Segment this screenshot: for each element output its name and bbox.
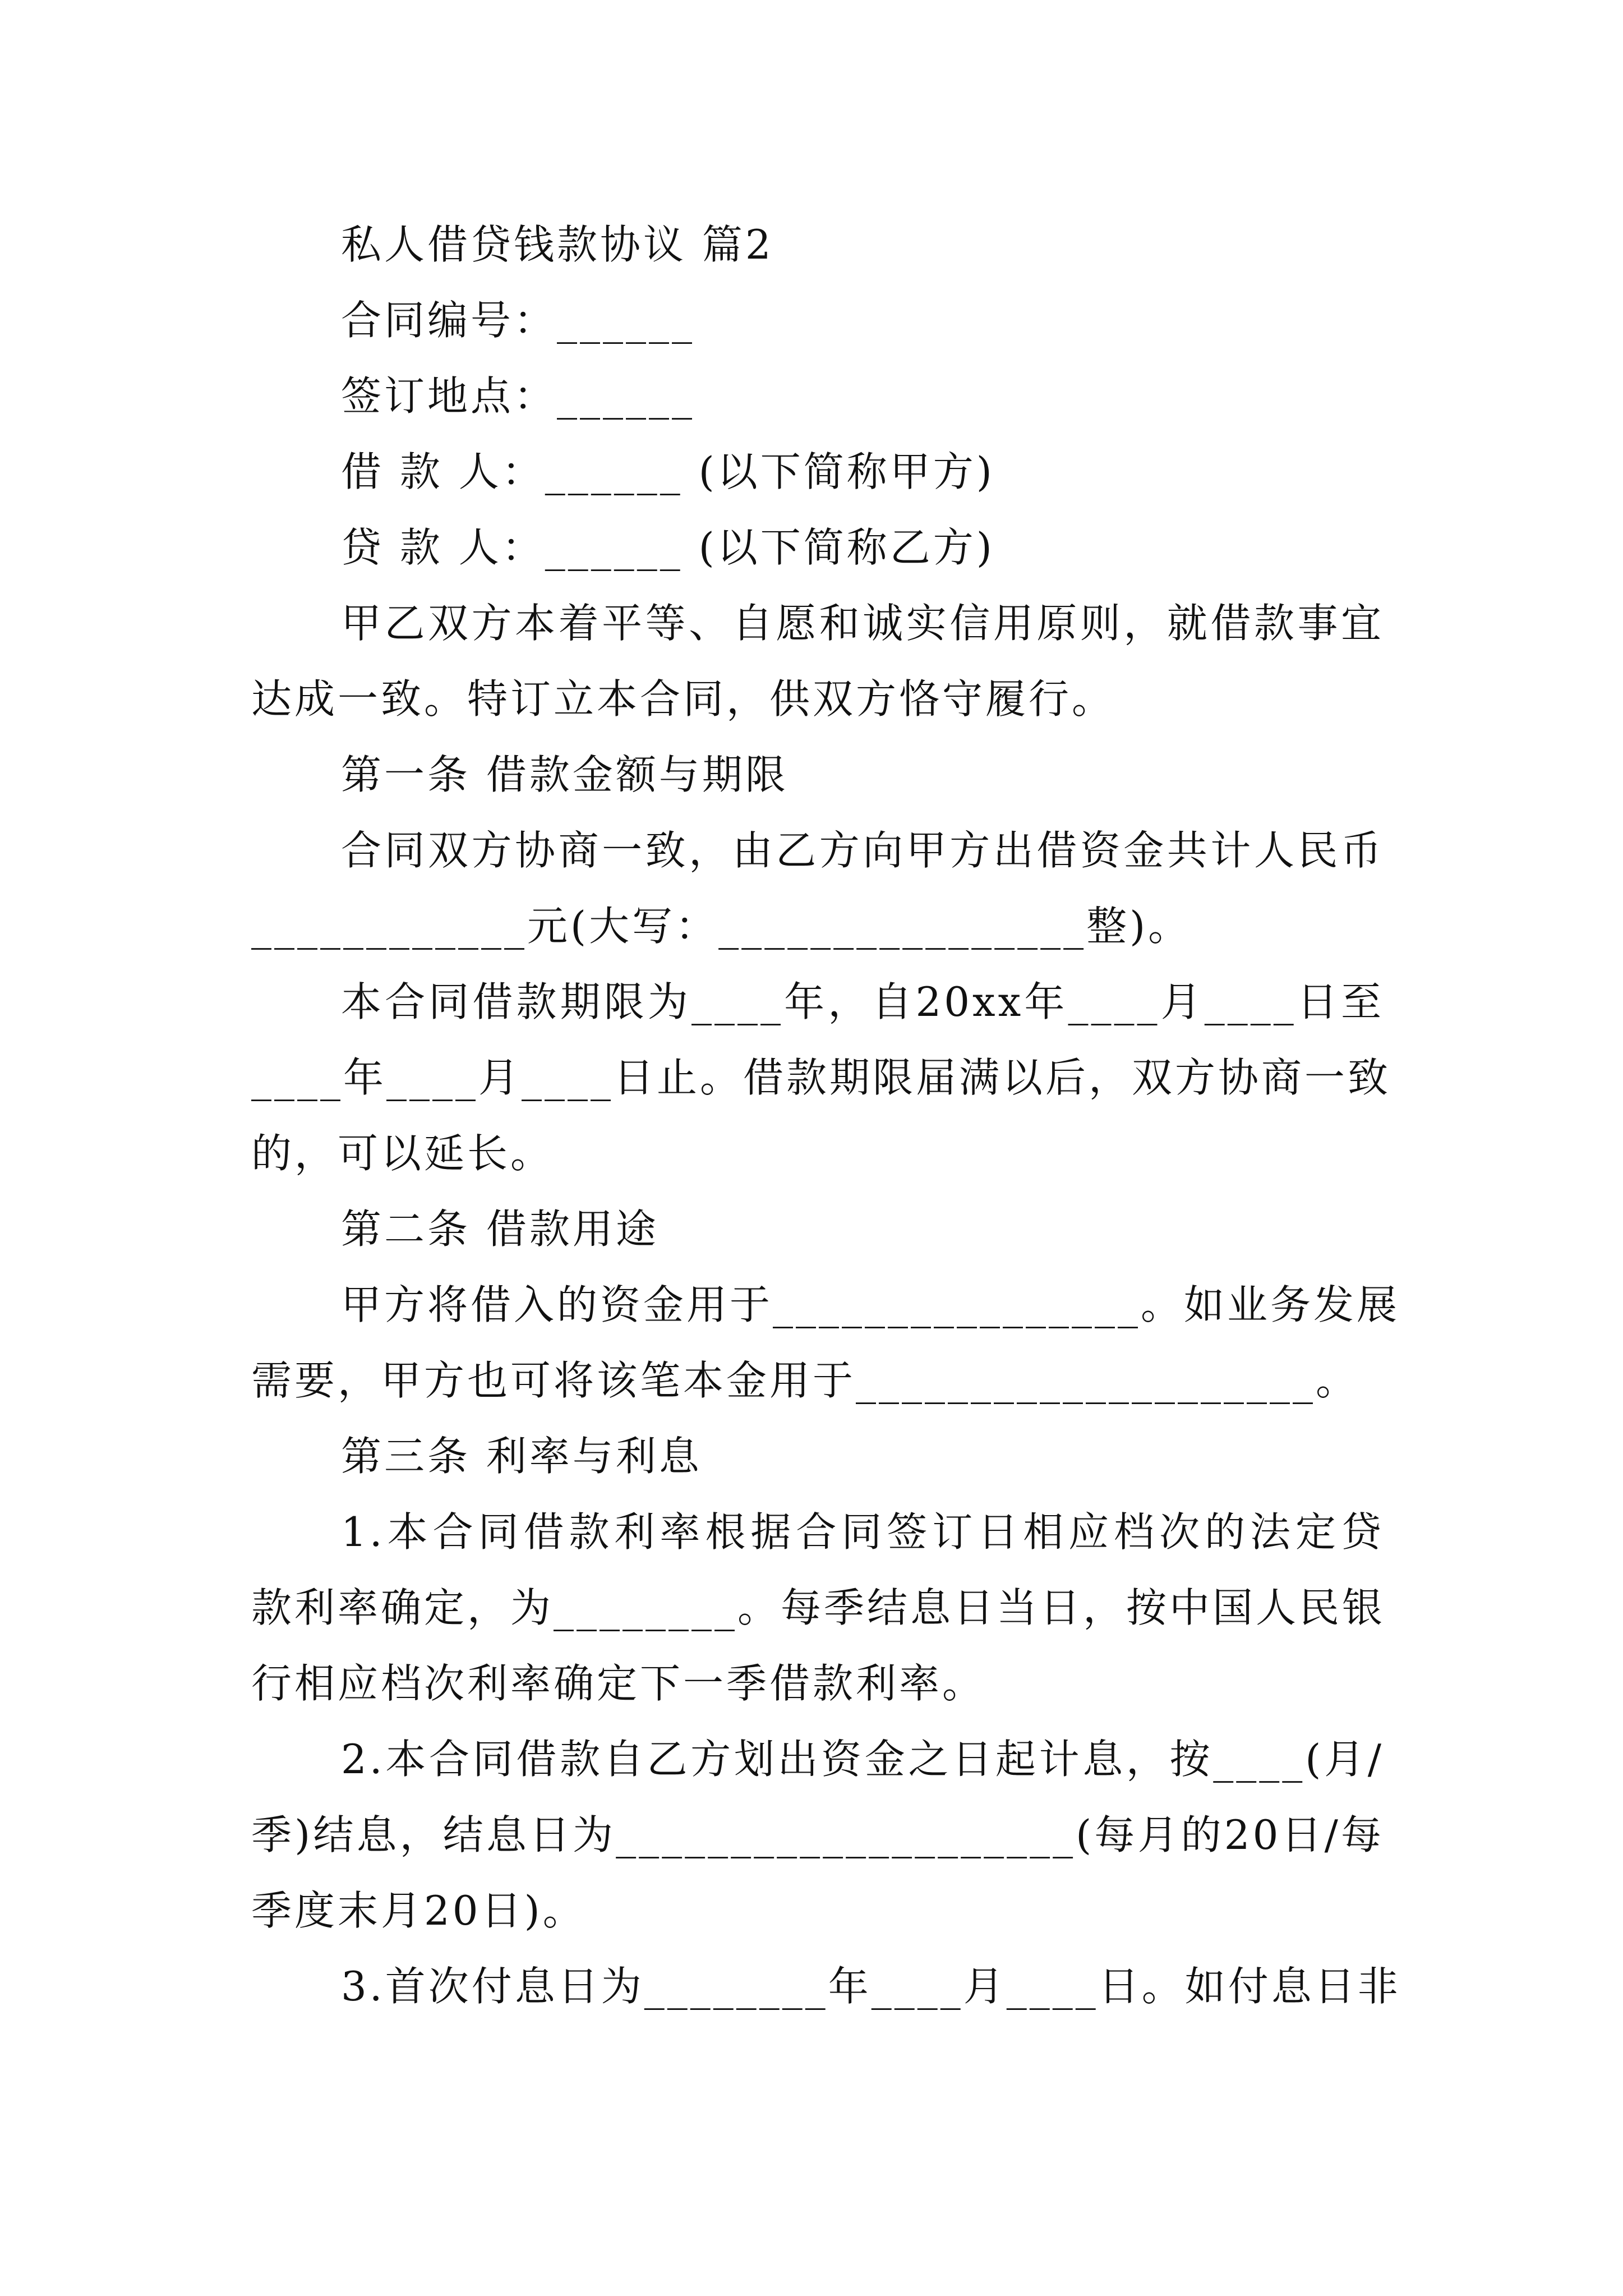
paragraph-line: 2.本合同借款自乙方划出资金之日起计息，按____(月/	[341, 1736, 1384, 1783]
paragraph-line: 季)结息，结息日为____________________(每月的20日/每	[251, 1811, 1384, 1858]
paragraph-line: 行相应档次利率确定下一季借款利率。	[251, 1660, 986, 1707]
paragraph-line: 达成一致。特订立本合同，供双方恪守履行。	[251, 675, 1115, 723]
paragraph-line: 甲方将借入的资金用于________________。如业务发展	[341, 1281, 1400, 1328]
paragraph-line: 季度末月20日)。	[251, 1887, 586, 1934]
paragraph-line: ____________元(大写：________________整)。	[251, 903, 1192, 950]
signing-place-line: 签订地点：______	[341, 372, 695, 420]
paragraph-line: 需要，甲方也可将该笔本金用于____________________。	[251, 1357, 1359, 1404]
paragraph-line: ____年____月____日止。借款期限届满以后，双方协商一致	[251, 1054, 1391, 1101]
contract-number-line: 合同编号：______	[341, 297, 695, 344]
borrower-line: 借 款 人：______ (以下简称甲方)	[341, 448, 995, 495]
paragraph-line: 合同双方协商一致，由乙方向甲方出借资金共计人民币	[341, 827, 1384, 874]
paragraph-line: 1.本合同借款利率根据合同签订日相应档次的法定贷	[341, 1508, 1384, 1556]
paragraph-line: 的，可以延长。	[251, 1130, 554, 1177]
paragraph-line: 甲乙双方本着平等、自愿和诚实信用原则，就借款事宜	[341, 600, 1384, 647]
paragraph-line: 款利率确定，为________。每季结息日当日，按中国人民银	[251, 1584, 1386, 1631]
document-title: 私人借贷钱款协议 篇2	[341, 221, 774, 268]
section-heading: 第三条 利率与利息	[341, 1433, 702, 1480]
lender-line: 贷 款 人：______ (以下简称乙方)	[341, 524, 995, 571]
paragraph-line: 本合同借款期限为____年，自20xx年____月____日至	[341, 978, 1384, 1025]
section-heading: 第二条 借款用途	[341, 1205, 659, 1253]
paragraph-line: 3.首次付息日为________年____月____日。如付息日非	[341, 1963, 1401, 2010]
section-heading: 第一条 借款金额与期限	[341, 751, 789, 798]
